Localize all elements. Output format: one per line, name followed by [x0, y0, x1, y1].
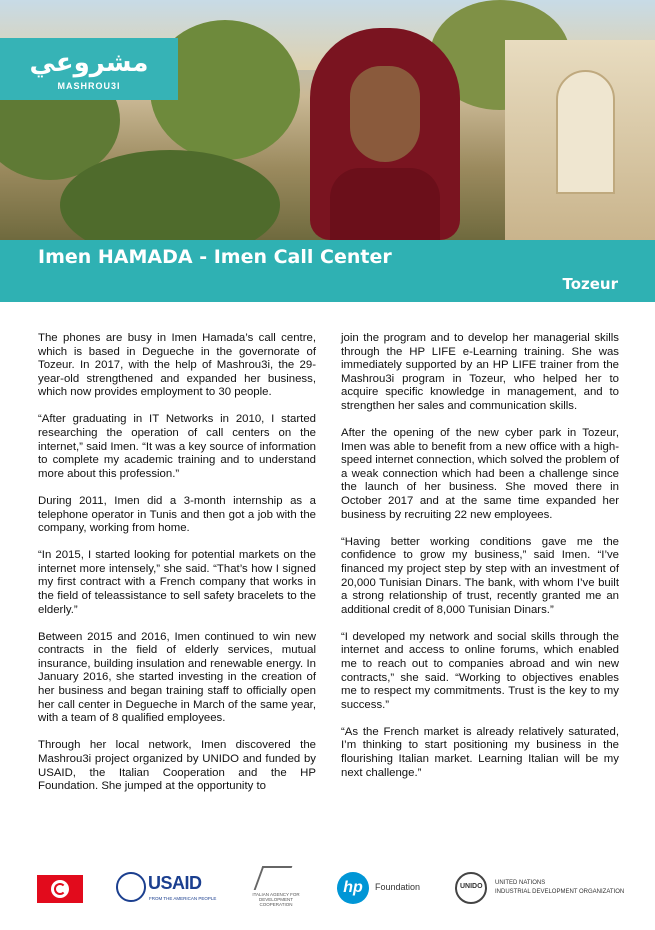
paragraph: Through her local network, Imen discovered the Mashrou3i project organized by UNIDO and funded by USAID, the Italian Cooperation and the HP Foundation. She jumped at the opportunity to [38, 739, 316, 793]
paragraph: “I developed my network and social skills through the internet and access to online forums, which enabled me to reach out to companies abroad and win new contracts,” she said. “Working to objectives enables me to respect my commitments. Trust is the key to my success.” [341, 630, 619, 711]
usaid-logo: USAID FROM THE AMERICAN PEOPLE [116, 872, 226, 906]
page-title: Imen HAMADA - Imen Call Center [38, 246, 392, 268]
mashrou3i-logo [0, 38, 178, 100]
article-column-right [341, 332, 619, 794]
portrait-photo [310, 28, 460, 240]
logo-latin: MASHROU3I [57, 81, 121, 91]
location-label: Tozeur [562, 275, 618, 293]
paragraph: “As the French market is already relatively saturated, I’m thinking to start positioning my business in the flourishing Italian market. Learning Italian will be my next challenge.” [341, 725, 619, 779]
paragraph: After the opening of the new cyber park in Tozeur, Imen was able to benefit from a new office with a high-speed internet connection, which solved the problem of a weak connection which had been a challenge since the launch of her business. She moved there in October 2017 and at the same time expanded her business by recruiting 22 new employees. [341, 427, 619, 521]
italian-cooperation-logo: ITALIAN AGENCY FOR DEVELOPMENT COOPERATION [250, 866, 300, 912]
article-column-left [38, 332, 316, 807]
italian-cooperation-mark-icon [254, 866, 293, 890]
paragraph: join the program and to develop her managerial skills through the HP LIFE e-Learning training. She was immediately supported by an HP LIFE trainer from the Mashrou3i program in Tozeur, who helped her to acquire specific knowledge in management, and to strengthen her sales and communication skills. [341, 332, 619, 412]
tunisia-flag-icon [37, 875, 83, 903]
partner-logos [0, 862, 655, 912]
hp-foundation-logo: hp Foundation [337, 872, 437, 906]
unido-logo: UNIDO UNITED NATIONS INDUSTRIAL DEVELOPMENT ORGANIZATION [455, 872, 635, 906]
hero-photo [0, 0, 655, 240]
paragraph: “In 2015, I started looking for potential markets on the internet more intensely,” she said. “That’s how I signed my first contract with a French company that works in the field of teleassistance to sell safety bracelets to the elderly.” [38, 549, 316, 616]
paragraph: “Having better working conditions gave me the confidence to grow my business,” said Imen. “I’ve financed my project step by step with an investment of 20,000 Tunisian Dinars. The bank, with whom I’ve built a strong relationship of trust, recently granted me an additional credit of 8,000 Tunisian Dinars.” [341, 535, 619, 616]
paragraph: Between 2015 and 2016, Imen continued to win new contracts in the field of elderly services, mutual insurance, building insulation and renewable energy. In January 2016, she started investing in the creation of her business and began training staff to officially open her call center in Degueche in March of the same year, with a team of 8 qualified employees. [38, 630, 316, 725]
paragraph: The phones are busy in Imen Hamada’s call centre, which is based in Degueche in the governorate of Tozeur. In 2017, with the help of Mashrou3i, the 29-year-old strengthened and expanded her business, which now provides employment to 30 people. [38, 332, 316, 399]
hp-icon: hp [337, 872, 369, 904]
usaid-seal-icon [116, 872, 146, 902]
paragraph: During 2011, Imen did a 3-month internship as a telephone operator in Tunis and then got a job with the company, working from home. [38, 494, 316, 535]
logo-arabic: مشروعي [29, 48, 149, 78]
title-banner [0, 240, 655, 302]
paragraph: “After graduating in IT Networks in 2010, I started researching the operation of call centers on the internet,” said Imen. “It was a key source of information to complete my academic training and to understand more about this profession.” [38, 413, 316, 480]
